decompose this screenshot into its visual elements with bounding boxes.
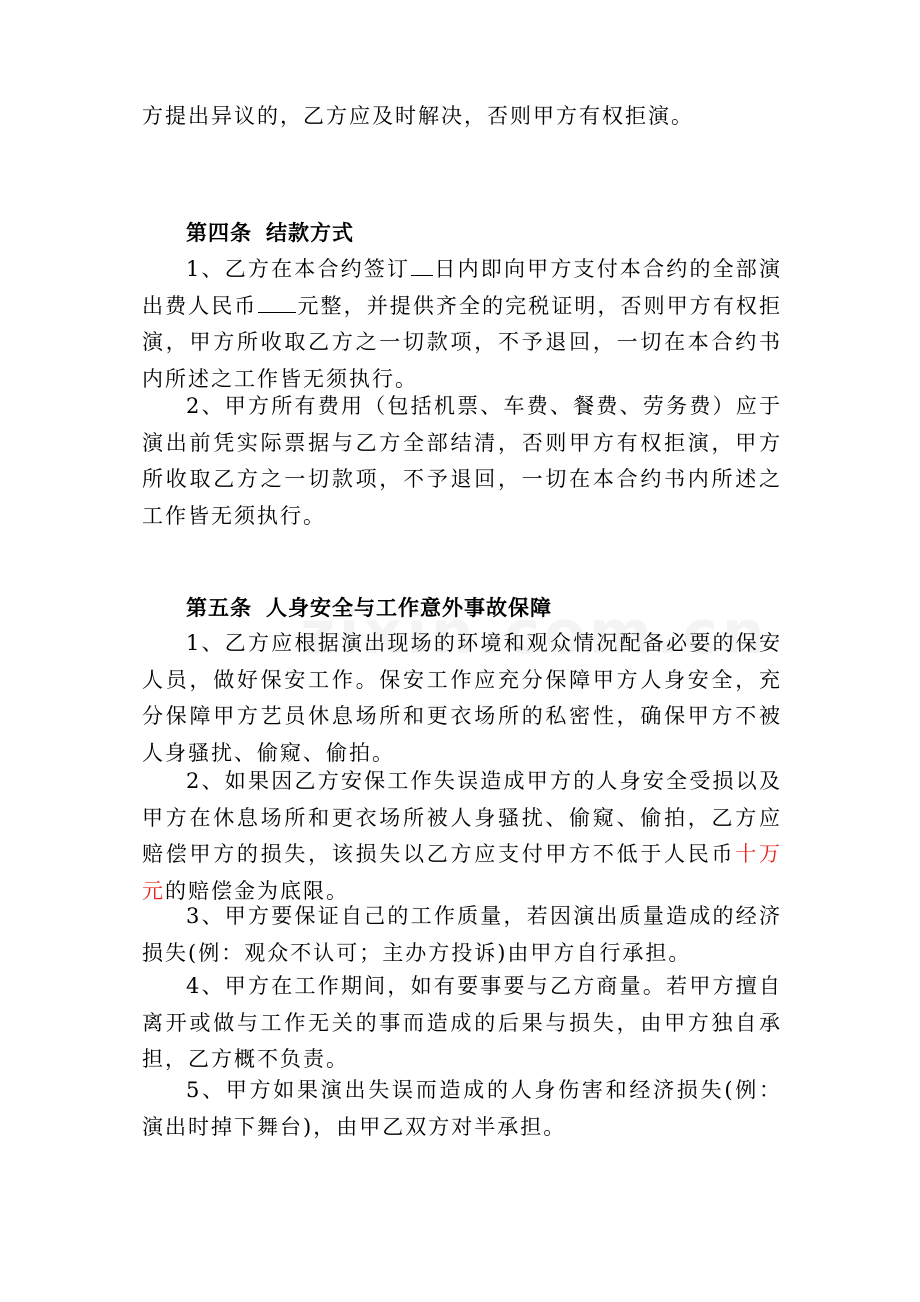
- compensation-amount: 十万元: [142, 842, 783, 903]
- amount-blank: [258, 311, 296, 313]
- article5-heading: [186, 590, 552, 626]
- article4-number: 第四条: [186, 221, 252, 245]
- article4-item1-part3: 元整，并提供齐全的完税证明，否则甲方有权拒演，甲方所收取乙方之一切款项，不予退回，一切在本合约书内所述之工作皆无须执行。: [142, 293, 783, 391]
- article4-item2: 2、甲方所有费用（包括机票、车费、餐费、劳务费）应于演出前凭实际票据与乙方全部结清，否则甲方有权拒演，甲方所收取乙方之一切款项，不予退回，一切在本合约书内所述之工作皆无须执行。: [142, 394, 782, 528]
- intro-paragraph: 方提出异议的，乙方应及时解决，否则甲方有权拒演。: [142, 104, 694, 128]
- article4-item1-part2: 日内即向甲方支付本合约的全部演出费人民币: [142, 257, 782, 318]
- article5-item2-after: 的赔偿金为底限。: [165, 878, 349, 903]
- article4-heading: [186, 215, 354, 251]
- article5-item2: [142, 763, 782, 909]
- article5-item4: 4、甲方在工作期间，如有要事要与乙方商量。若甲方擅自离开或做与工作无关的事而造成的后果与损失，由甲方独自承担，乙方概不负责。: [142, 974, 782, 1071]
- article4-item1-part1: 1、乙方在本合约签订: [186, 257, 411, 281]
- article5-number: 第五条: [186, 596, 252, 620]
- article5-item1: 1、乙方应根据演出现场的环境和观众情况配备必要的保安人员，做好保安工作。保安工作应充分保障甲方人身安全，充分保障甲方艺员休息场所和更衣场所的私密性，确保甲方不被人身骚扰、偷窥、偷拍。: [142, 631, 782, 765]
- article4-item1: [142, 251, 782, 397]
- article5-item2-before: 2、如果因乙方安保工作失误造成甲方的人身安全受损以及甲方在休息场所和更衣场所被人身骚扰、偷窥、偷拍，乙方应赔偿甲方的损失，该损失以乙方应支付甲方不低于人民币: [142, 769, 782, 866]
- article5-item5: 5、甲方如果演出失误而造成的人身伤害和经济损失(例：演出时掉下舞台)，由甲乙双方对半承担。: [142, 1078, 782, 1139]
- article5-title: 人身安全与工作意外事故保障: [266, 596, 552, 620]
- days-blank: [411, 274, 433, 276]
- article5-item3: 3、甲方要保证自己的工作质量，若因演出质量造成的经济损失(例：观众不认可；主办方投诉)由甲方自行承担。: [142, 904, 782, 965]
- article4-title: 结款方式: [266, 221, 354, 245]
